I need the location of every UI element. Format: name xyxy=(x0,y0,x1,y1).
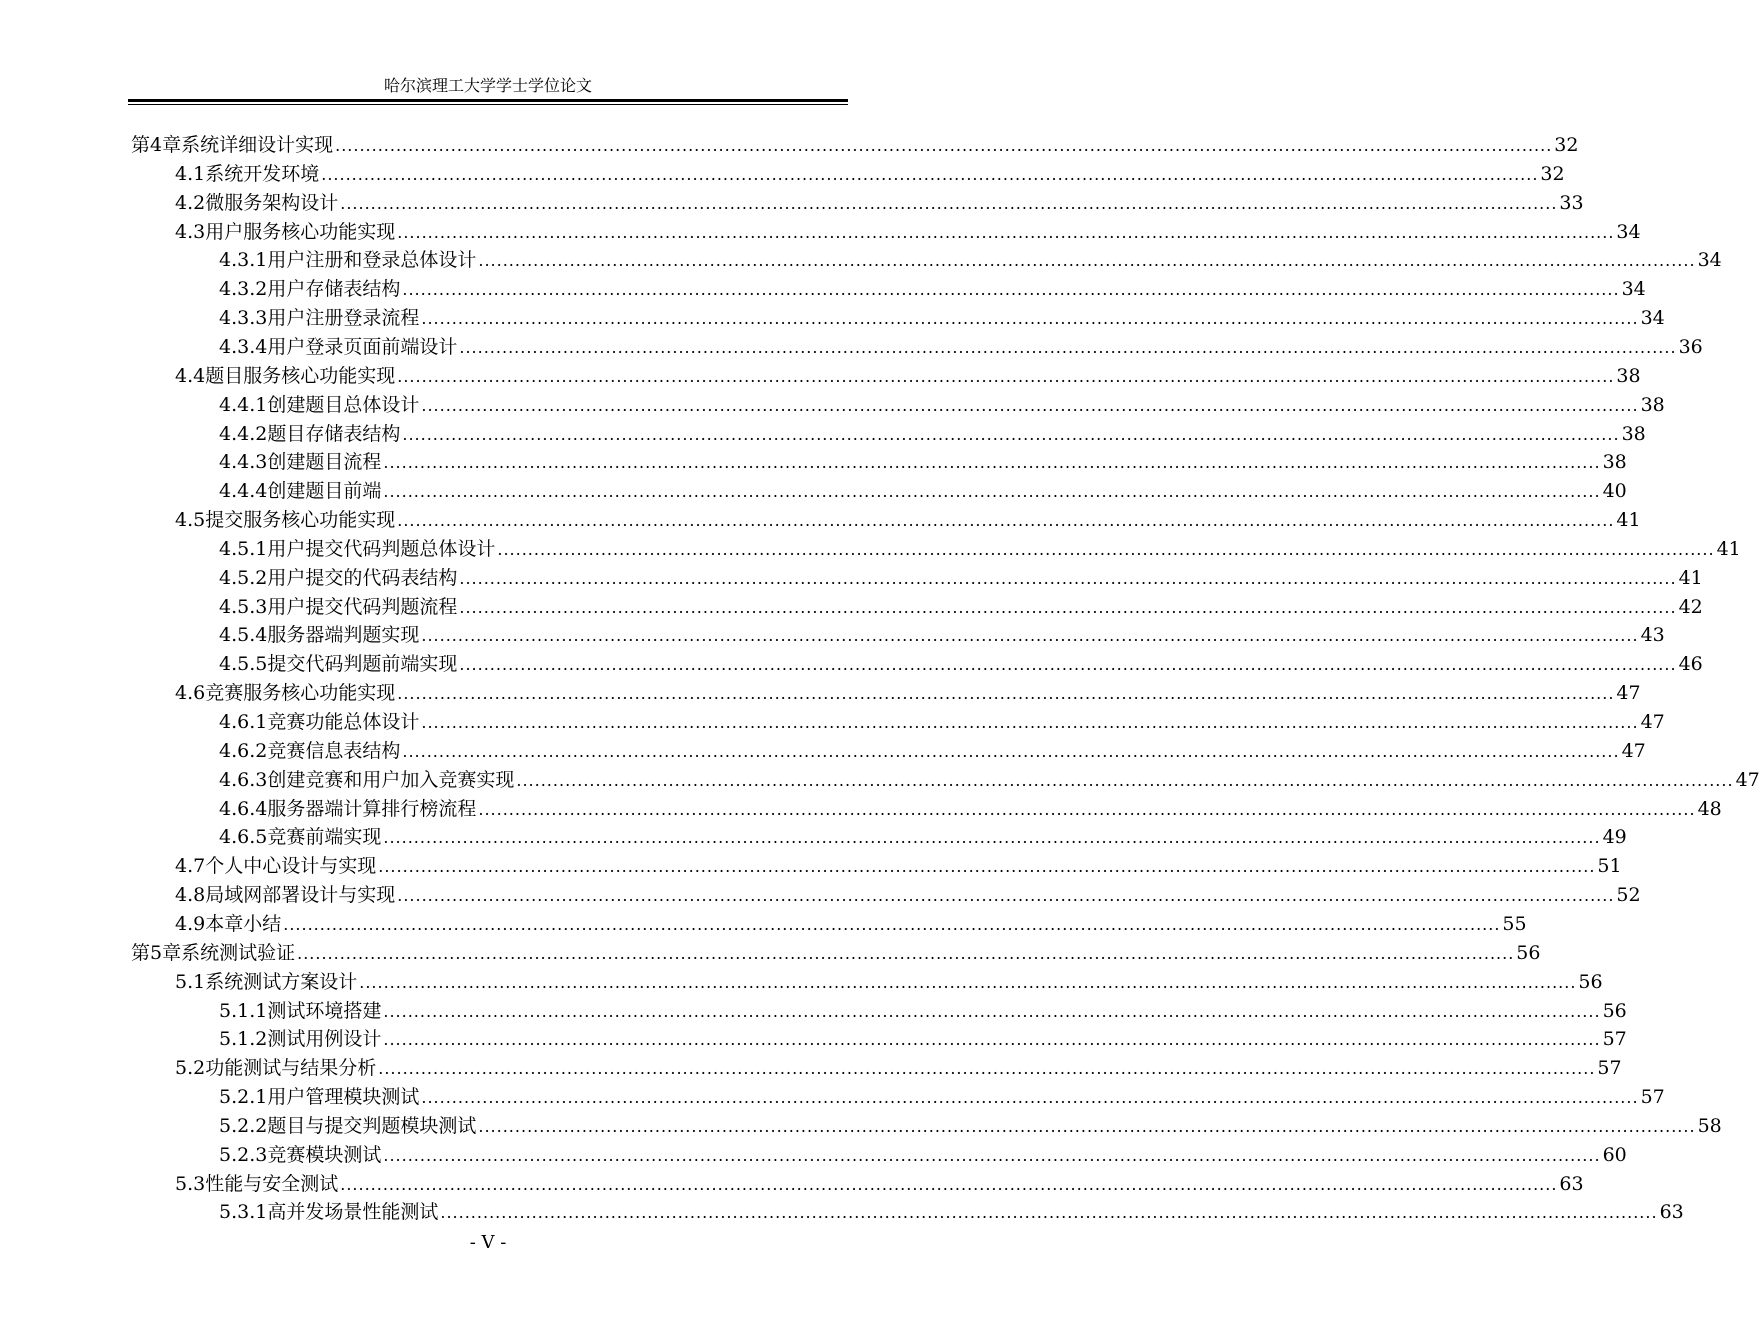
toc-entry-page: 38 xyxy=(1640,393,1665,416)
toc-entry-number: 5.2.1 xyxy=(219,1086,268,1109)
toc-entry-page: 47 xyxy=(1640,711,1665,733)
toc-entry[interactable] xyxy=(219,391,1665,419)
toc-entry-title: 用户注册和登录总体设计 xyxy=(267,249,477,272)
toc-entry[interactable] xyxy=(219,621,1665,649)
toc-dot-leader: ........................................................................................................................................................................................................ xyxy=(397,886,1615,906)
toc-dot-leader: ........................................................................................................................................................................................................ xyxy=(359,972,1577,992)
toc-entry-number: 4.3 xyxy=(175,220,206,243)
toc-entry[interactable] xyxy=(219,650,1703,678)
toc-entry-page: 49 xyxy=(1602,826,1627,849)
header-rule-thin xyxy=(128,104,848,105)
header-rule-thick xyxy=(128,99,848,102)
toc-entry-title: 创建题目流程 xyxy=(267,451,382,474)
toc-entry[interactable] xyxy=(219,795,1722,823)
toc-entry-page: 41 xyxy=(1716,537,1741,560)
toc-entry[interactable] xyxy=(219,477,1627,505)
toc-entry-page: 34 xyxy=(1640,307,1665,330)
toc-dot-leader: ........................................................................................................................................................................................................ xyxy=(383,1145,1601,1165)
toc-entry-page: 57 xyxy=(1640,1086,1665,1109)
toc-entry-page: 47 xyxy=(1735,768,1760,791)
toc-dot-leader: ........................................................................................................................................................................................................ xyxy=(383,1030,1601,1050)
toc-entry-page: 32 xyxy=(1540,162,1565,185)
toc-entry-page: 48 xyxy=(1697,797,1722,820)
toc-entry-page: 38 xyxy=(1621,422,1646,445)
toc-entry-page: 47 xyxy=(1621,739,1646,762)
toc-entry-page: 40 xyxy=(1602,480,1627,503)
toc-entry[interactable] xyxy=(175,881,1641,909)
toc-entry[interactable] xyxy=(219,1198,1684,1226)
toc-entry-title: 题目存储表结构 xyxy=(267,422,401,445)
toc-entry-page: 42 xyxy=(1678,595,1703,618)
toc-entry-page: 41 xyxy=(1616,509,1641,532)
toc-dot-leader: ........................................................................................................................................................................................................ xyxy=(335,136,1553,155)
toc-entry[interactable] xyxy=(219,333,1703,361)
toc-entry-title: 提交代码判题前端实现 xyxy=(267,653,458,676)
toc-entry-number: 4.6.1 xyxy=(219,711,268,733)
toc-dot-leader: ........................................................................................................................................................................................................ xyxy=(397,511,1615,531)
toc-entry-title: 功能测试与结果分析 xyxy=(205,1057,377,1080)
toc-entry-title: 系统测试验证 xyxy=(181,941,296,964)
toc-dot-leader: ........................................................................................................................................................................................................ xyxy=(459,597,1677,617)
toc-entry-title: 系统测试方案设计 xyxy=(205,970,358,993)
toc-entry-number: 4.3.4 xyxy=(219,335,268,358)
toc-dot-leader: ........................................................................................................................................................................................................ xyxy=(383,482,1601,502)
toc-dot-leader: ........................................................................................................................................................................................................ xyxy=(383,453,1601,473)
toc-dot-leader: ........................................................................................................................................................................................................ xyxy=(478,799,1696,819)
toc-dot-leader: ........................................................................................................................................................................................................ xyxy=(478,1116,1696,1136)
toc-entry-title: 个人中心设计与实现 xyxy=(205,855,377,878)
toc-entry[interactable] xyxy=(175,852,1622,880)
toc-entry[interactable] xyxy=(219,737,1646,765)
toc-entry-title: 高并发场景性能测试 xyxy=(267,1201,439,1224)
toc-entry-title: 测试环境搭建 xyxy=(267,999,382,1022)
toc-entry-number: 4.3.2 xyxy=(219,278,268,301)
toc-entry-title: 微服务架构设计 xyxy=(205,191,339,214)
toc-entry-title: 竞赛前端实现 xyxy=(267,826,382,849)
toc-entry-title: 用户提交的代码表结构 xyxy=(267,566,458,589)
toc-entry[interactable] xyxy=(219,1112,1722,1140)
toc-entry-page: 56 xyxy=(1516,941,1541,964)
toc-entry-number: 4.5.1 xyxy=(219,537,268,560)
toc-entry[interactable] xyxy=(219,997,1627,1025)
toc-entry-page: 47 xyxy=(1616,682,1641,705)
toc-entry-number: 第4章 xyxy=(131,134,182,156)
toc-entry-number: 4.3.1 xyxy=(219,249,268,272)
toc-entry-title: 服务器端判题实现 xyxy=(267,624,420,647)
toc-entry-page: 51 xyxy=(1597,855,1622,878)
toc-entry[interactable] xyxy=(175,1170,1584,1198)
toc-entry-title: 竞赛信息表结构 xyxy=(267,739,401,762)
toc-entry[interactable] xyxy=(219,564,1703,592)
toc-entry[interactable] xyxy=(219,1083,1665,1111)
toc-entry-title: 用户管理模块测试 xyxy=(267,1086,420,1109)
toc-dot-leader: ........................................................................................................................................................................................................ xyxy=(402,741,1620,761)
toc-entry[interactable] xyxy=(131,131,1579,159)
toc-entry-title: 系统开发环境 xyxy=(205,162,320,185)
toc-entry-page: 46 xyxy=(1678,653,1703,676)
toc-entry[interactable] xyxy=(175,160,1565,188)
toc-dot-leader: ........................................................................................................................................................................................................ xyxy=(478,251,1696,271)
toc-entry[interactable] xyxy=(175,679,1641,707)
toc-dot-leader: ........................................................................................................................................................................................................ xyxy=(516,770,1734,790)
toc-entry-number: 5.1 xyxy=(175,970,206,993)
toc-entry-title: 用户存储表结构 xyxy=(267,278,401,301)
toc-dot-leader: ........................................................................................................................................................................................................ xyxy=(297,943,1515,963)
toc-entry-title: 局域网部署设计与实现 xyxy=(205,884,396,907)
toc-entry-page: 52 xyxy=(1616,884,1641,907)
toc-entry-number: 4.6.3 xyxy=(219,768,268,791)
toc-entry-page: 43 xyxy=(1640,624,1665,647)
toc-entry-page: 63 xyxy=(1659,1201,1684,1224)
toc-entry-page: 34 xyxy=(1616,220,1641,243)
toc-dot-leader: ........................................................................................................................................................................................................ xyxy=(397,684,1615,704)
toc-dot-leader: ........................................................................................................................................................................................................ xyxy=(383,1001,1601,1021)
toc-entry-page: 32 xyxy=(1554,134,1579,156)
toc-entry[interactable] xyxy=(219,766,1760,794)
toc-dot-leader: ........................................................................................................................................................................................................ xyxy=(421,395,1639,415)
page-header: 哈尔滨理工大学学士学位论文 xyxy=(383,76,592,95)
toc-entry-title: 创建题目前端 xyxy=(267,480,382,503)
toc-entry-page: 57 xyxy=(1602,1028,1627,1051)
toc-entry-page: 33 xyxy=(1559,191,1584,214)
toc-entry-number: 4.5.4 xyxy=(219,624,268,647)
toc-entry-number: 5.2.3 xyxy=(219,1143,268,1166)
toc-dot-leader: ........................................................................................................................................................................................................ xyxy=(421,309,1639,329)
toc-entry[interactable] xyxy=(219,275,1646,303)
toc-entry-title: 用户服务核心功能实现 xyxy=(205,220,396,243)
toc-entry[interactable] xyxy=(219,593,1703,621)
toc-entry-number: 4.4.4 xyxy=(219,480,268,503)
toc-entry[interactable] xyxy=(175,910,1527,938)
toc-entry[interactable] xyxy=(175,968,1603,996)
toc-dot-leader: ........................................................................................................................................................................................................ xyxy=(340,1174,1558,1194)
toc-entry-number: 4.7 xyxy=(175,855,206,878)
toc-entry-number: 第5章 xyxy=(131,941,182,964)
toc-entry-number: 4.6.4 xyxy=(219,797,268,820)
toc-dot-leader: ........................................................................................................................................................................................................ xyxy=(283,914,1501,934)
toc-entry-page: 34 xyxy=(1697,249,1722,272)
toc-entry-number: 4.6.2 xyxy=(219,739,268,762)
toc-entry-page: 63 xyxy=(1559,1172,1584,1195)
toc-entry[interactable] xyxy=(219,304,1665,332)
toc-dot-leader: ........................................................................................................................................................................................................ xyxy=(402,280,1620,300)
toc-entry[interactable] xyxy=(219,420,1646,448)
toc-entry-number: 4.5.5 xyxy=(219,653,268,676)
toc-entry-number: 4.1 xyxy=(175,162,206,185)
toc-entry-number: 4.5 xyxy=(175,509,206,532)
toc-dot-leader: ........................................................................................................................................................................................................ xyxy=(421,1088,1639,1108)
toc-dot-leader: ........................................................................................................................................................................................................ xyxy=(383,828,1601,848)
toc-entry-page: 57 xyxy=(1597,1057,1622,1080)
toc-entry-title: 本章小结 xyxy=(205,912,282,935)
toc-entry-page: 34 xyxy=(1621,278,1646,301)
toc-dot-leader: ........................................................................................................................................................................................................ xyxy=(397,366,1615,386)
toc-dot-leader: ........................................................................................................................................................................................................ xyxy=(321,164,1539,184)
toc-entry-number: 4.4.3 xyxy=(219,451,268,474)
toc-entry[interactable] xyxy=(219,246,1722,274)
toc-entry[interactable] xyxy=(175,189,1584,217)
toc-entry-page: 60 xyxy=(1602,1143,1627,1166)
toc-entry-title: 用户提交代码判题流程 xyxy=(267,595,458,618)
toc-entry-number: 4.4 xyxy=(175,364,206,387)
toc-dot-leader: ........................................................................................................................................................................................................ xyxy=(421,626,1639,646)
toc-entry-title: 用户登录页面前端设计 xyxy=(267,335,458,358)
toc-entry-title: 竞赛服务核心功能实现 xyxy=(205,682,396,705)
toc-entry[interactable] xyxy=(219,1141,1627,1169)
toc-entry-title: 测试用例设计 xyxy=(267,1028,382,1051)
toc-dot-leader: ........................................................................................................................................................................................................ xyxy=(378,1059,1596,1079)
toc-entry-title: 题目服务核心功能实现 xyxy=(205,364,396,387)
toc-dot-leader: ........................................................................................................................................................................................................ xyxy=(378,857,1596,877)
toc-dot-leader: ........................................................................................................................................................................................................ xyxy=(421,713,1639,732)
toc-entry-title: 竞赛模块测试 xyxy=(267,1143,382,1166)
toc-entry-page: 41 xyxy=(1678,566,1703,589)
toc-entry-title: 用户注册登录流程 xyxy=(267,307,420,330)
toc-entry-number: 5.3.1 xyxy=(219,1201,268,1224)
toc-entry[interactable] xyxy=(131,939,1541,967)
toc-entry-number: 5.2.2 xyxy=(219,1114,268,1137)
toc-entry-title: 服务器端计算排行榜流程 xyxy=(267,797,477,820)
toc-entry-number: 4.9 xyxy=(175,912,206,935)
toc-entry-title: 创建竞赛和用户加入竞赛实现 xyxy=(267,768,515,791)
toc-entry-number: 4.2 xyxy=(175,191,206,214)
toc-entry-title: 性能与安全测试 xyxy=(205,1172,339,1195)
toc-dot-leader: ........................................................................................................................................................................................................ xyxy=(459,655,1677,675)
toc-dot-leader: ........................................................................................................................................................................................................ xyxy=(459,568,1677,588)
toc-entry-page: 55 xyxy=(1502,912,1527,935)
toc-dot-leader: ........................................................................................................................................................................................................ xyxy=(459,337,1677,357)
toc-entry-number: 4.3.3 xyxy=(219,307,268,330)
toc-entry-title: 创建题目总体设计 xyxy=(267,393,420,416)
toc-entry-page: 36 xyxy=(1678,335,1703,358)
toc-entry-title: 提交服务核心功能实现 xyxy=(205,509,396,532)
toc-dot-leader: ........................................................................................................................................................................................................ xyxy=(340,193,1558,213)
toc-entry-page: 56 xyxy=(1578,970,1603,993)
page-number-footer: - V - xyxy=(469,1232,507,1253)
toc-entry-title: 系统详细设计实现 xyxy=(181,134,334,156)
toc-entry-number: 4.8 xyxy=(175,884,206,907)
toc-entry[interactable] xyxy=(219,448,1627,476)
toc-entry-number: 5.1.2 xyxy=(219,1028,268,1051)
toc-entry[interactable] xyxy=(219,535,1741,563)
toc-entry-title: 用户提交代码判题总体设计 xyxy=(267,537,496,560)
toc-dot-leader: ........................................................................................................................................................................................................ xyxy=(397,222,1615,242)
toc-entry-number: 4.4.1 xyxy=(219,393,268,416)
toc-entry[interactable] xyxy=(219,823,1627,851)
toc-entry-page: 58 xyxy=(1697,1114,1722,1137)
toc-entry-number: 4.6.5 xyxy=(219,826,268,849)
toc-entry-title: 题目与提交判题模块测试 xyxy=(267,1114,477,1137)
toc-dot-leader: ........................................................................................................................................................................................................ xyxy=(497,539,1715,559)
toc-entry-number: 4.6 xyxy=(175,682,206,705)
toc-entry-page: 38 xyxy=(1616,364,1641,387)
toc-entry[interactable] xyxy=(175,506,1641,534)
toc-entry[interactable] xyxy=(175,1054,1622,1082)
toc-dot-leader: ........................................................................................................................................................................................................ xyxy=(402,424,1620,444)
toc-entry[interactable] xyxy=(175,362,1641,390)
toc-entry-page: 56 xyxy=(1602,999,1627,1022)
toc-entry[interactable] xyxy=(219,1025,1627,1053)
toc-dot-leader: ........................................................................................................................................................................................................ xyxy=(440,1203,1658,1223)
toc-entry-number: 4.5.2 xyxy=(219,566,268,589)
toc-entry[interactable] xyxy=(219,708,1665,736)
toc-entry-number: 4.4.2 xyxy=(219,422,268,445)
toc-entry[interactable] xyxy=(175,218,1641,246)
toc-entry-number: 5.1.1 xyxy=(219,999,268,1022)
toc-entry-number: 5.2 xyxy=(175,1057,206,1080)
toc-entry-number: 4.5.3 xyxy=(219,595,268,618)
toc-entry-number: 5.3 xyxy=(175,1172,206,1195)
toc-entry-page: 38 xyxy=(1602,451,1627,474)
toc-entry-title: 竞赛功能总体设计 xyxy=(267,711,420,733)
